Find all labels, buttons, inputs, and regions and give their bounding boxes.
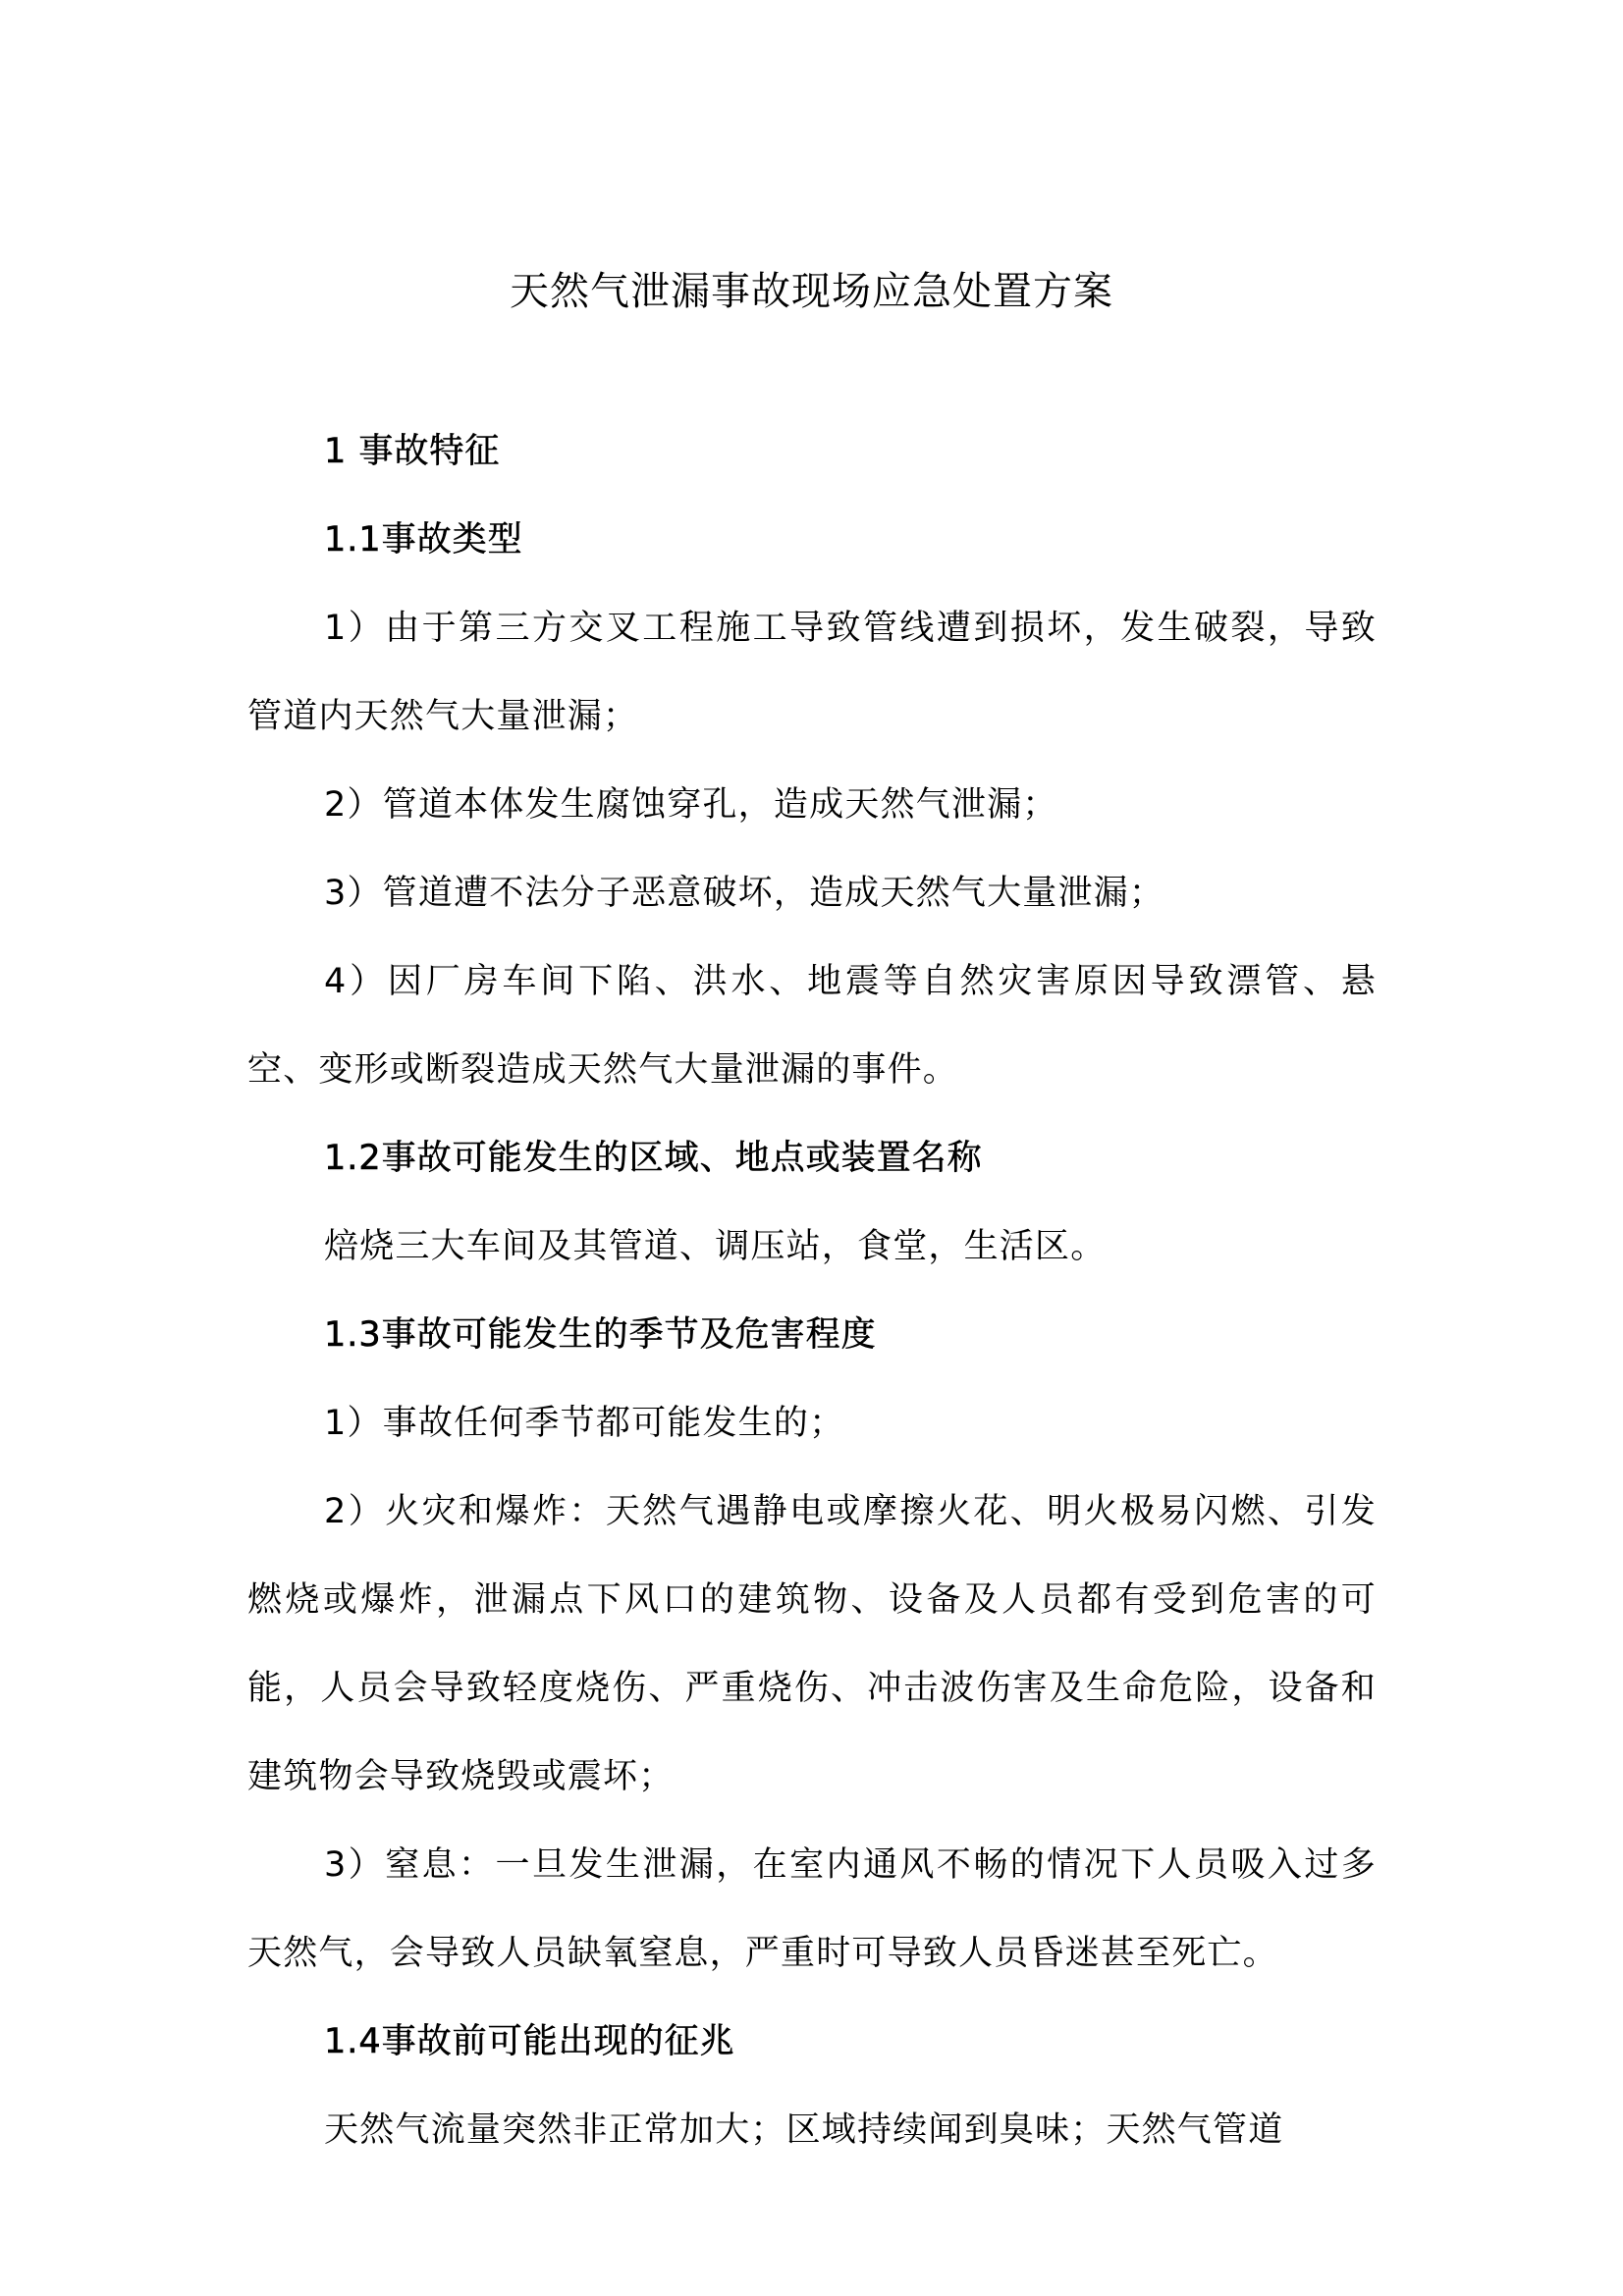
paragraph: 天然气流量突然非正常加大；区域持续闻到臭味；天然气管道 [324, 2110, 1284, 2150]
paragraph: 2）火灾和爆炸：天然气遇静电或摩擦火花、明火极易闪燃、引发燃烧或爆炸，泄漏点下风口的建筑物、设备及人员都有受到危害的可能，人员会导致轻度烧伤、严重烧伤、冲击波伤害及生命危险，设备和建筑物会导致烧毁或震坏； [247, 1492, 1377, 1796]
paragraph: 3）窒息：一旦发生泄漏，在室内通风不畅的情况下人员吸入过多天然气，会导致人员缺氧窒息，严重时可导致人员昏迷甚至死亡。 [247, 1845, 1377, 1973]
paragraph: 3）管道遭不法分子恶意破坏，造成天然气大量泄漏； [324, 874, 1165, 913]
subsection-heading-1-4: 1.4事故前可能出现的征兆 [324, 2022, 735, 2061]
paragraph: 2）管道本体发生腐蚀穿孔，造成天然气泄漏； [324, 785, 1058, 825]
paragraph: 1）事故任何季节都可能发生的； [324, 1404, 845, 1443]
subsection-heading-1-2: 1.2事故可能发生的区域、地点或装置名称 [324, 1139, 983, 1178]
subsection-heading-1-3: 1.3事故可能发生的季节及危害程度 [324, 1315, 877, 1355]
paragraph: 1）由于第三方交叉工程施工导致管线遭到损坏，发生破裂，导致管道内天然气大量泄漏； [247, 609, 1377, 736]
paragraph: 焙烧三大车间及其管道、调压站，食堂，生活区。 [324, 1227, 1107, 1266]
document-body [247, 407, 1377, 2174]
section-heading-1: 1 事故特征 [324, 432, 501, 471]
paragraph: 4）因厂房车间下陷、洪水、地震等自然灾害原因导致漂管、悬空、变形或断裂造成天然气大量泄漏的事件。 [247, 962, 1377, 1090]
document-title: 天然气泄漏事故现场应急处置方案 [510, 268, 1113, 314]
subsection-heading-1-1: 1.1事故类型 [324, 520, 523, 560]
